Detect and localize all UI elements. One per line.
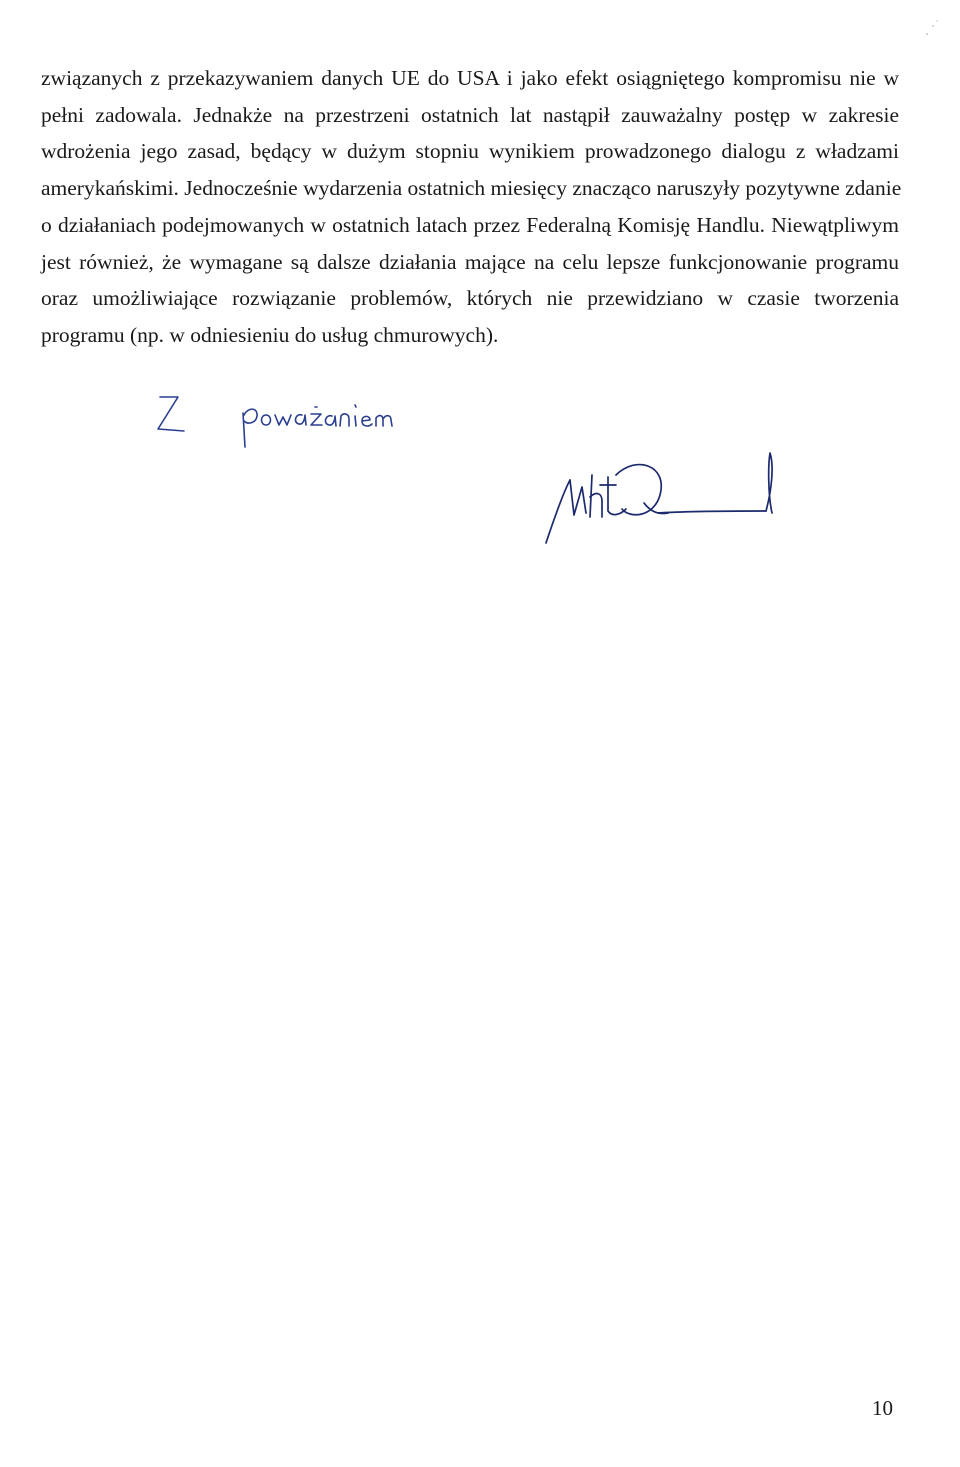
page-number: 10 [872,1396,893,1420]
paragraph-line-5: o działaniach podejmowanych w ostatnich latach przez Federalną Komisję Handlu. Niewątpliwym [41,212,899,237]
paragraph-line-2: pełni zadowala. Jednakże na przestrzeni ostatnich lat nastąpił zauważalny postęp w zakresie [41,102,899,127]
paragraph-line-3: wdrożenia jego zasad, będący w dużym stopniu wynikiem prowadzonego dialogu z władzami [41,139,899,164]
signature [540,445,790,555]
paragraph-line-7: oraz umożliwiające rozwiązanie problemów, których nie przewidziano w czasie tworzenia [41,286,899,311]
paragraph-line-1: związanych z przekazywaniem danych UE do USA i jako efekt osiągniętego kompromisu nie w [41,66,899,90]
scan-speck [923,18,943,38]
paragraph-line-6: jest również, że wymagane są dalsze działania mające na celu lepsze funkcjonowanie programu [41,249,899,274]
handwritten-closing [150,385,430,455]
paragraph-line-8: programu (np. w odniesieniu do usług chmurowych). [41,322,499,347]
paragraph-line-4: amerykańskimi. Jednocześnie wydarzenia ostatnich miesięcy znacząco naruszyły pozytywne zdanie [41,176,902,201]
